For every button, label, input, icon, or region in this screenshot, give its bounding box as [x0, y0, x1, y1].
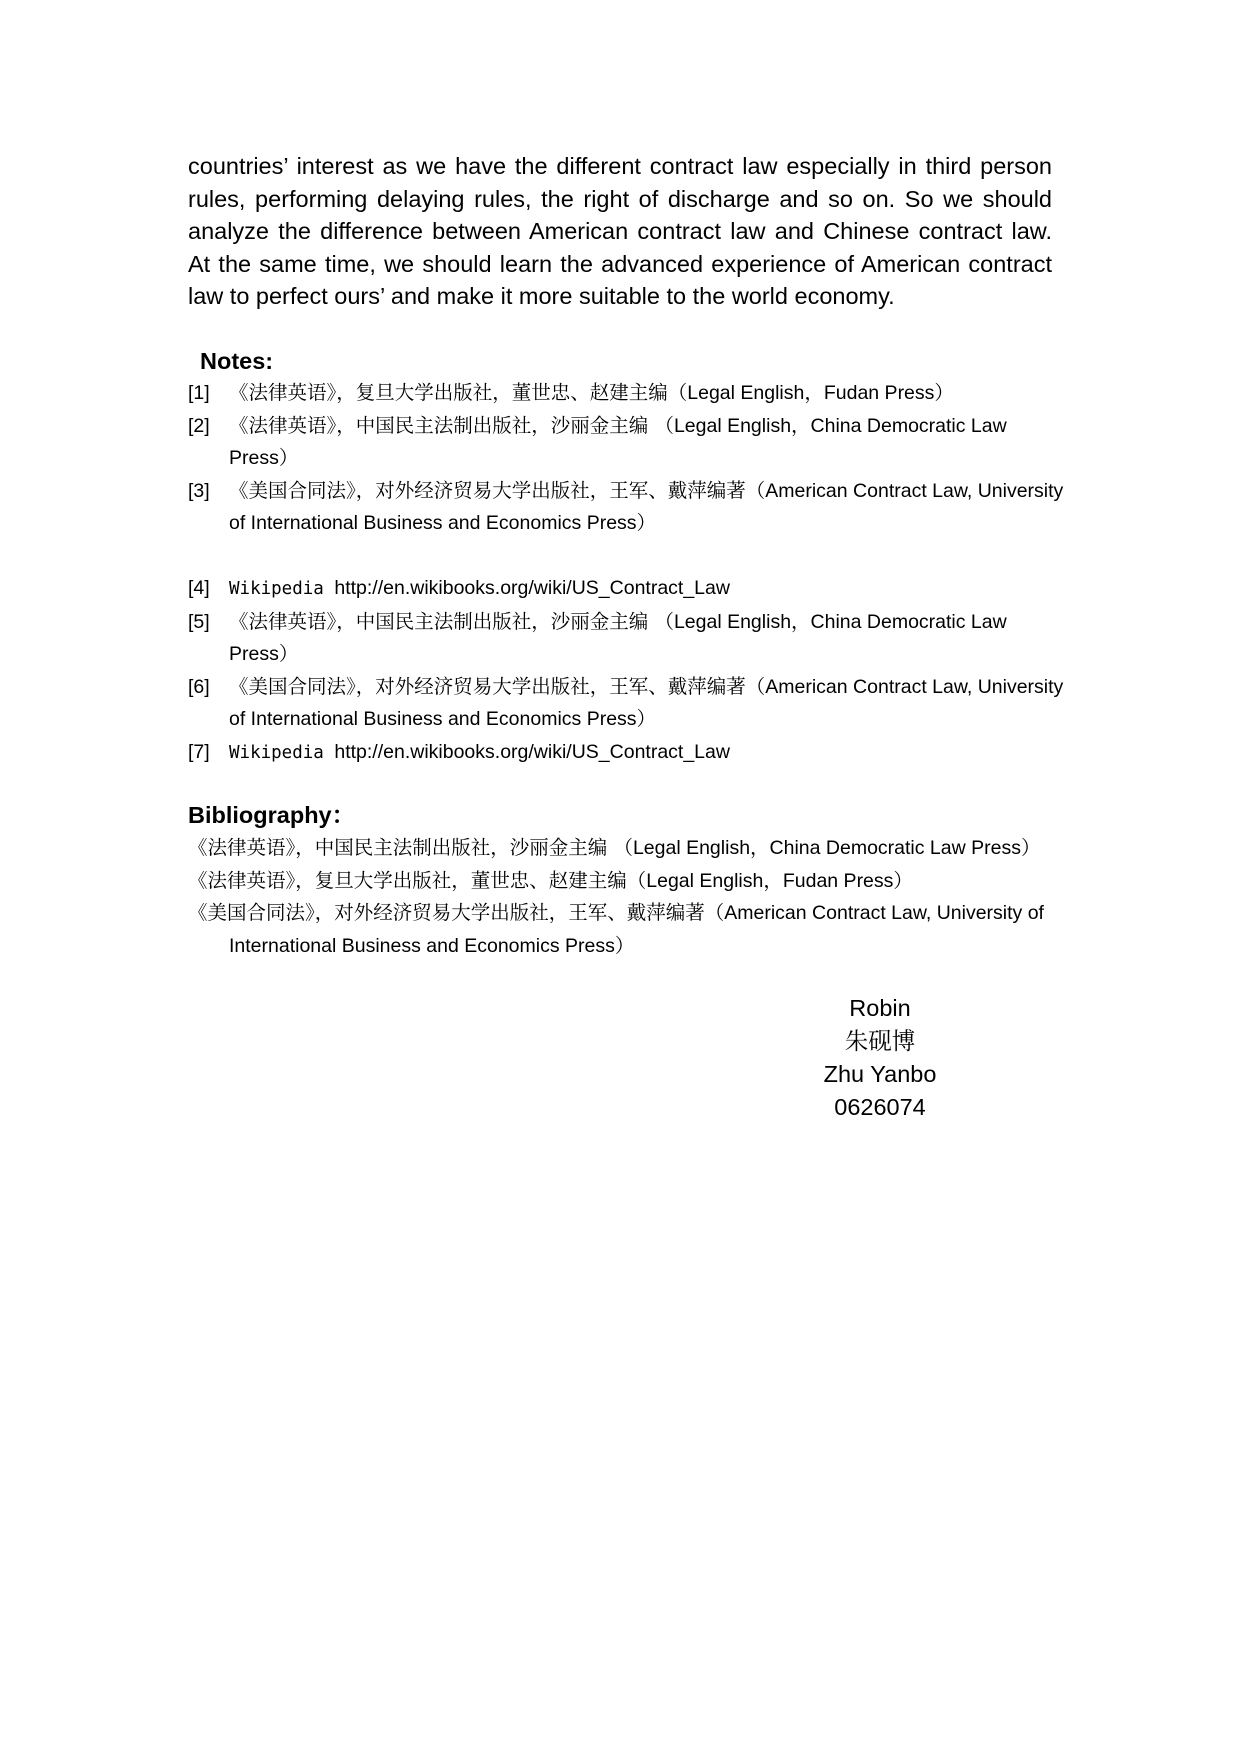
- notes-list: [188, 377, 1068, 769]
- signature-chinese-name: 朱砚博: [844, 1027, 916, 1055]
- note-number: [3]: [188, 479, 210, 502]
- note-item: [188, 377, 1068, 410]
- bibliography-cjk-text: 《美国合同法》，对外经济贸易大学出版社，王军、戴萍编著（: [188, 901, 725, 924]
- bibliography-heading: Bibliography：: [188, 802, 356, 828]
- note-number: [5]: [188, 610, 210, 633]
- note-cjk-text: 《美国合同法》，对外经济贸易大学出版社，王军、戴萍编著（: [229, 674, 766, 698]
- note-number: [1]: [188, 382, 210, 404]
- note-source-label: Wikipedia: [229, 742, 335, 763]
- note-latin-text: American Contract Law, University of International Business and Economics Press）: [229, 675, 1064, 730]
- bibliography-entry: [188, 832, 1068, 865]
- bibliography-latin-text: Legal English，China Democratic Law Press）: [632, 837, 1041, 859]
- note-number: [6]: [188, 675, 210, 698]
- note-cjk-text: 《美国合同法》，对外经济贸易大学出版社，王军、戴萍编著（: [229, 478, 766, 502]
- bibliography-list: [188, 832, 1068, 962]
- note-cjk-text: 《法律英语》，复旦大学出版社，董世忠、赵建主编（: [229, 381, 688, 404]
- bibliography-entry: [188, 897, 1068, 962]
- bibliography-latin-text: American Contract Law, University of International Business and Economics Press）: [229, 902, 1044, 957]
- signature-alias: Robin: [849, 995, 911, 1021]
- signature-student-id: 0626074: [834, 1094, 926, 1120]
- blank-line: [188, 540, 1068, 573]
- bibliography-cjk-text: 《法律英语》，中国民主法制出版社，沙丽金主编 （: [188, 836, 633, 859]
- note-url[interactable]: http://en.wikibooks.org/wiki/US_Contract_Law: [334, 577, 730, 599]
- note-item: [188, 606, 1068, 671]
- note-item: [188, 572, 1068, 606]
- body-paragraph: countries’ interest as we have the different contract law especially in third person rules, performing delaying rules, the right of discharge and so on. So we should analyze the difference between American contract law and Chinese contract law. At the same time, we should learn the advanced experience of American contract law to perfect ours’ and make it more suitable to the world economy.: [188, 153, 1052, 310]
- note-number: [2]: [188, 414, 210, 437]
- note-latin-text: Legal English，China Democratic Law Press）: [229, 610, 1007, 665]
- note-number: [7]: [188, 740, 210, 763]
- note-source-label: Wikipedia: [229, 579, 335, 599]
- note-item: [188, 671, 1068, 736]
- bibliography-cjk-text: 《法律英语》，复旦大学出版社，董世忠、赵建主编（: [188, 868, 647, 892]
- note-number: [4]: [188, 577, 210, 599]
- note-latin-text: Legal English，Fudan Press）: [687, 382, 954, 404]
- note-item: [188, 736, 1068, 770]
- note-latin-text: Legal English，China Democratic Law Press）: [229, 414, 1007, 469]
- note-latin-text: American Contract Law, University of International Business and Economics Press）: [229, 479, 1064, 534]
- note-cjk-text: 《法律英语》，中国民主法制出版社，沙丽金主编 （: [229, 609, 674, 633]
- note-item: [188, 410, 1068, 475]
- bibliography-latin-text: Legal English，Fudan Press）: [646, 869, 913, 892]
- note-cjk-text: 《法律英语》，中国民主法制出版社，沙丽金主编 （: [229, 413, 674, 437]
- notes-heading: Notes:: [200, 348, 274, 374]
- signature-block: [780, 992, 980, 1124]
- note-url[interactable]: http://en.wikibooks.org/wiki/US_Contract_Law: [334, 740, 730, 763]
- bibliography-entry: [188, 865, 1068, 898]
- signature-name: Zhu Yanbo: [823, 1061, 937, 1087]
- note-item: [188, 475, 1068, 540]
